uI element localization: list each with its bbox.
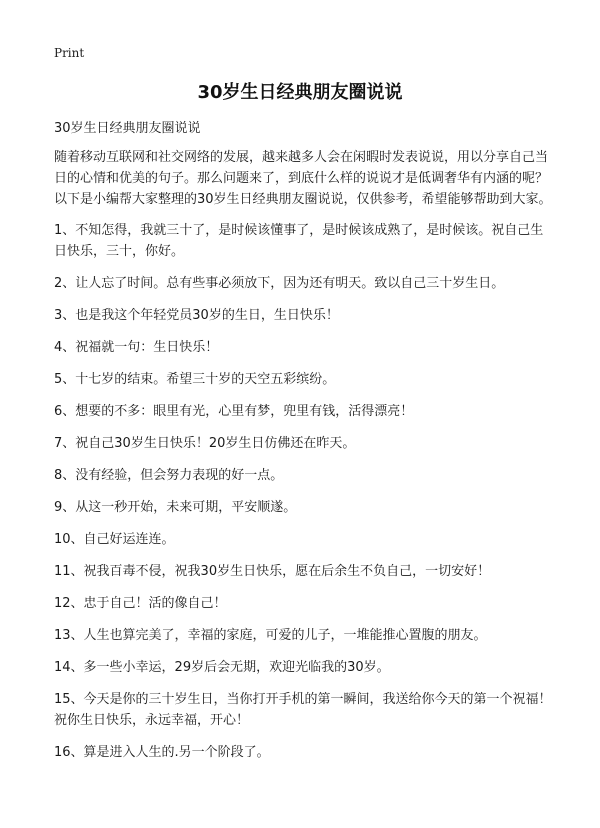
document-subtitle: 30岁生日经典朋友圈说说 bbox=[54, 121, 201, 136]
list-item: 16、算是进入人生的.另一个阶段了。 bbox=[54, 745, 270, 760]
list-item: 13、人生也算完美了，幸福的家庭，可爱的儿子，一堆能推心置腹的朋友。 bbox=[54, 628, 487, 643]
list-item: 2、让人忘了时间。总有些事必须放下，因为还有明天。致以自己三十岁生日。 bbox=[54, 276, 505, 291]
list-item: 6、想要的不多：眼里有光，心里有梦，兜里有钱，活得漂亮！ bbox=[54, 404, 414, 419]
page-title: 30岁生日经典朋友圈说说 bbox=[197, 82, 403, 103]
list-item: 10、自己好运连连。 bbox=[54, 532, 175, 547]
list-item: 7、祝自己30岁生日快乐！20岁生日仿佛还在昨天。 bbox=[54, 436, 356, 451]
print-link[interactable]: Print bbox=[54, 46, 85, 60]
list-item: 4、祝福就一句：生日快乐！ bbox=[54, 340, 219, 355]
list-item: 14、多一些小幸运，29岁后会无期，欢迎光临我的30岁。 bbox=[54, 660, 390, 675]
list-item: 9、从这一秒开始，未来可期，平安顺遂。 bbox=[54, 500, 297, 515]
document-body bbox=[54, 118, 554, 774]
list-item: 15、今天是你的三十岁生日，当你打开手机的第一瞬间，我送给你今天的第一个祝福！祝你生日快乐，永远幸福，开心！ bbox=[54, 692, 552, 728]
list-item: 1、不知怎得，我就三十了，是时候该懂事了，是时候该成熟了，是时候该。祝自己生日快乐，三十，你好。 bbox=[54, 223, 544, 259]
list-item: 3、也是我这个年轻党员30岁的生日，生日快乐！ bbox=[54, 308, 339, 323]
list-item: 5、十七岁的结束。希望三十岁的天空五彩缤纷。 bbox=[54, 372, 336, 387]
list-item: 11、祝我百毒不侵，祝我30岁生日快乐，愿在后余生不负自己，一切安好！ bbox=[54, 564, 491, 579]
list-item: 12、忠于自己！活的像自己！ bbox=[54, 596, 227, 611]
list-item: 8、没有经验，但会努力表现的好一点。 bbox=[54, 468, 284, 483]
intro-paragraph: 随着移动互联网和社交网络的发展，越来越多人会在闲暇时发表说说，用以分享自己当日的心情和优美的句子。那么问题来了，到底什么样的说说才是低调奢华有内涵的呢？以下是小编帮大家整理的30岁生日经典朋友圈说说，仅供参考，希望能够帮助到大家。 bbox=[54, 150, 552, 207]
